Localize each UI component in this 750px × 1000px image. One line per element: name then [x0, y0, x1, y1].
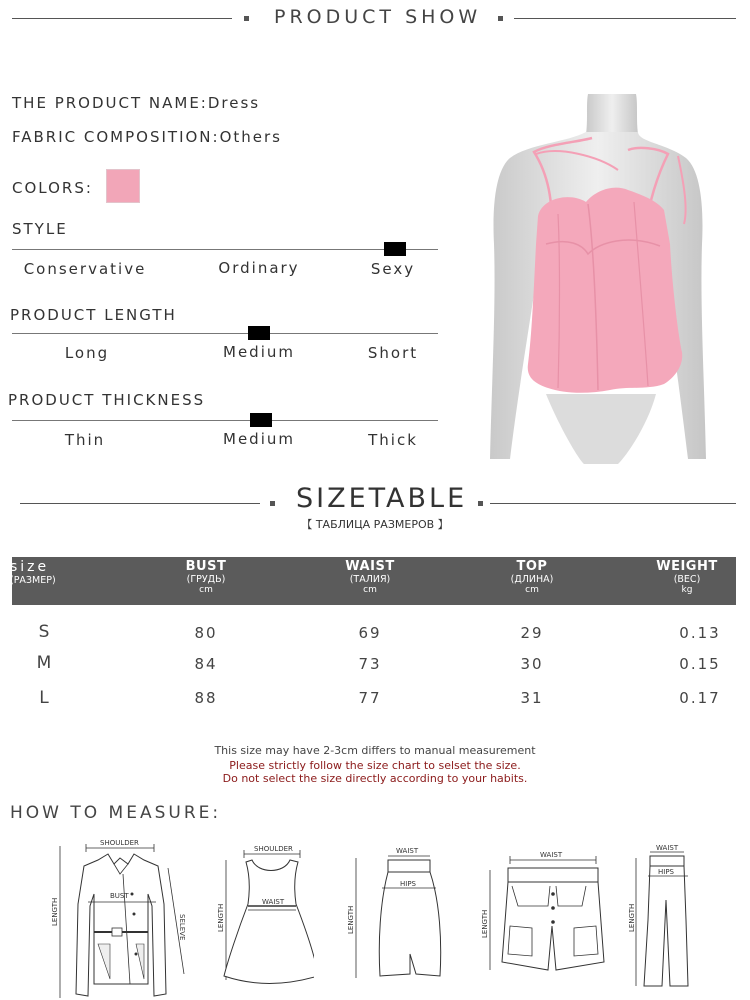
cell-bust: 84	[194, 655, 218, 673]
sizetable-dot-right	[478, 501, 483, 506]
length-label-medium: Medium	[223, 343, 295, 361]
thickness-title: PRODUCT THICKNESS	[8, 391, 206, 409]
col-bust	[136, 559, 276, 595]
color-swatch-pink[interactable]	[106, 169, 140, 203]
thickness-scale-line	[12, 420, 438, 421]
length-label-short: Short	[367, 344, 419, 362]
col-top-sub: (ДЛИНА)	[510, 574, 554, 585]
col-size-main: size	[10, 559, 50, 575]
cell-top: 30	[520, 655, 544, 673]
header-dot-left	[244, 16, 249, 21]
sizetable-line-right	[490, 503, 736, 504]
pants-waist-label: WAIST	[656, 844, 679, 852]
shorts-waist-label: WAIST	[540, 851, 563, 859]
header-line-left	[12, 18, 232, 19]
cell-size: M	[36, 653, 54, 673]
header-dot-right	[498, 16, 503, 21]
product-image	[488, 94, 708, 464]
cell-bust: 80	[194, 624, 218, 642]
dress-shoulder-label: SHOULDER	[254, 845, 293, 853]
jacket-shoulder-label: SHOULDER	[100, 839, 139, 847]
pants-length-label: LENGTH	[628, 903, 636, 932]
col-bust-main: BUST	[185, 559, 227, 574]
length-label-long: Long	[64, 344, 110, 362]
jacket-seleve-label: SELEVE	[178, 914, 186, 941]
col-weight-sub: (ВЕС)	[673, 574, 701, 585]
style-label-conservative: Conservative	[23, 260, 147, 278]
style-scale-line	[12, 249, 438, 250]
thickness-marker	[250, 413, 272, 427]
sizetable-subtitle: 【 ТАБЛИЦА РАЗМЕРОВ 】	[301, 518, 449, 531]
length-marker	[248, 326, 270, 340]
fabric-value: Others	[219, 128, 282, 146]
skirt-length-label: LENGTH	[347, 905, 355, 934]
thickness-label-thick: Thick	[368, 431, 418, 449]
col-weight-main: WEIGHT	[656, 559, 718, 574]
cell-weight: 0.17	[679, 689, 721, 707]
jacket-diagram	[48, 834, 198, 1000]
col-weight	[632, 559, 742, 595]
shorts-length-label: LENGTH	[481, 909, 489, 938]
product-show-title: PRODUCT SHOW	[274, 6, 482, 28]
how-to-measure-title: HOW TO MEASURE:	[10, 803, 222, 823]
col-weight-unit: kg	[681, 585, 693, 595]
jacket-length-label: LENGTH	[51, 897, 59, 926]
product-name-value: Dress	[207, 94, 261, 112]
col-waist-main: WAIST	[345, 559, 395, 574]
thickness-label-medium: Medium	[223, 430, 295, 448]
jacket-bust-label: BUST	[110, 892, 129, 900]
thickness-label-thin: Thin	[64, 431, 106, 449]
sizetable-dot-left	[270, 501, 275, 506]
sizetable-title: SIZETABLE	[296, 483, 468, 514]
note-measurement: This size may have 2-3cm differs to manual measurement	[214, 744, 536, 757]
dress-length-label: LENGTH	[217, 903, 225, 932]
cell-weight: 0.13	[679, 624, 721, 642]
pants-hips-label: HIPS	[658, 868, 674, 876]
fabric-label: FABRIC COMPOSITION:	[12, 128, 220, 146]
product-name-label: THE PRODUCT NAME:	[12, 94, 208, 112]
note-warning-2: Do not select the size directly according to your habits.	[222, 772, 528, 785]
length-scale-line	[12, 333, 438, 334]
length-title: PRODUCT LENGTH	[10, 306, 177, 324]
col-bust-unit: cm	[199, 585, 213, 595]
col-top	[462, 559, 602, 595]
cell-top: 29	[520, 624, 544, 642]
col-top-unit: cm	[525, 585, 539, 595]
product-name-row	[12, 94, 260, 112]
cell-weight: 0.15	[679, 655, 721, 673]
cell-waist: 73	[358, 655, 382, 673]
cell-top: 31	[520, 689, 544, 707]
size-table-header	[12, 557, 736, 605]
dress-diagram	[214, 840, 314, 986]
style-label-sexy: Sexy	[370, 260, 416, 278]
colors-label: COLORS:	[12, 179, 93, 197]
skirt-hips-label: HIPS	[400, 880, 416, 888]
cell-waist: 77	[358, 689, 382, 707]
col-waist-unit: cm	[363, 585, 377, 595]
col-size-sub: (РАЗМЕР)	[10, 575, 56, 586]
fabric-row	[12, 128, 282, 146]
col-waist-sub: (ТАЛИЯ)	[349, 574, 391, 585]
style-marker	[384, 242, 406, 256]
skirt-diagram	[344, 842, 444, 984]
shorts-diagram	[478, 846, 628, 976]
cell-waist: 69	[358, 624, 382, 642]
style-label-ordinary: Ordinary	[218, 259, 300, 277]
cell-bust: 88	[194, 689, 218, 707]
col-top-main: TOP	[516, 559, 548, 574]
dress-waist-label: WAIST	[262, 898, 285, 906]
cell-size: S	[38, 622, 52, 642]
cell-size: L	[39, 688, 51, 708]
col-size	[10, 559, 70, 586]
col-bust-sub: (ГРУДЬ)	[186, 574, 226, 585]
note-warning-1: Please strictly follow the size chart to selset the size.	[229, 759, 521, 772]
style-title: STYLE	[12, 220, 68, 238]
skirt-waist-label: WAIST	[396, 847, 419, 855]
sizetable-line-left	[20, 503, 260, 504]
header-line-right	[514, 18, 736, 19]
col-waist	[300, 559, 440, 595]
pants-diagram	[628, 840, 708, 990]
